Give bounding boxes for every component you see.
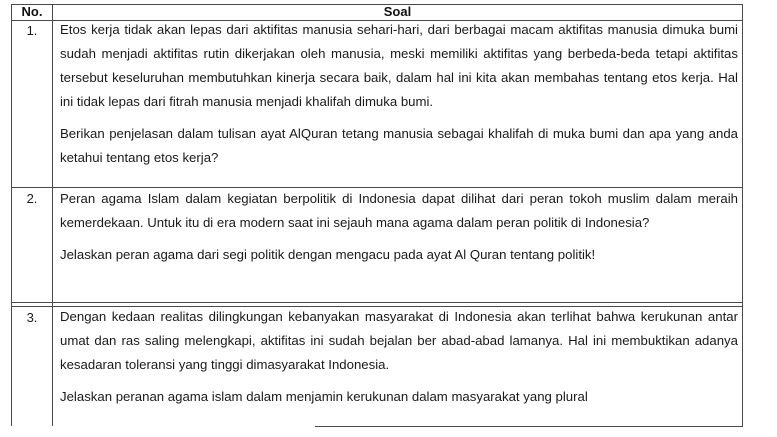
table-border-right (742, 4, 743, 426)
row-number: 3. (26, 310, 38, 325)
question-paragraph: Jelaskan peranan agama islam dalam menjamin kerukunan dalam masyarakat yang plural (60, 389, 588, 404)
row-divider (11, 302, 743, 303)
row-number: 1. (26, 23, 38, 38)
question-cell (60, 18, 738, 170)
header-no: No. (21, 4, 43, 19)
row-number: 2. (26, 191, 38, 206)
question-cell (60, 305, 738, 409)
header-soal: Soal (383, 4, 412, 19)
question-cell (60, 187, 738, 267)
table-border-left (11, 4, 12, 426)
question-paragraph: Berikan penjelasan dalam tulisan ayat AlQuran tetang manusia sebagai khalifah di muka bumi dan apa yang anda ketahui tentang etos kerja? (60, 126, 738, 165)
question-paragraph: Dengan kedaan realitas dilingkungan kebanyakan masyarakat di Indonesia akan terlihat bahwa kerukunan antar umat dan ras saling melengkapi, aktifitas ini sudah bejalan ber abad-abad lamanya. Hal ini membuktikan adanya kesadaran toleransi yang tinggi dimasyarakat Indonesia. (60, 309, 738, 372)
table-border-bottom (315, 426, 743, 427)
question-paragraph: Etos kerja tidak akan lepas dari aktifitas manusia sehari-hari, dari berbagai macam aktifitas manusia dimuka bumi sudah menjadi aktifitas rutin dikerjakan oleh manusia, meski memiliki aktifitas yang berbeda-beda tetapi aktifitas tersebut keseluruhan membutuhkan kinerja secara baik, dalam hal ini kita akan membahas tentang etos kerja. Hal ini tidak lepas dari fitrah manusia menjadi khalifah dimuka bumi. (60, 22, 738, 109)
column-divider (52, 4, 53, 426)
question-paragraph: Peran agama Islam dalam kegiatan berpolitik di Indonesia dapat dilihat dari peran tokoh muslim dalam meraih kemerdekaan. Untuk itu di era modern saat ini sejauh mana agama dalam peran politik di Indonesia? (60, 191, 738, 230)
question-paragraph: Jelaskan peran agama dari segi politik dengan mengacu pada ayat Al Quran tentang politik! (60, 247, 596, 262)
